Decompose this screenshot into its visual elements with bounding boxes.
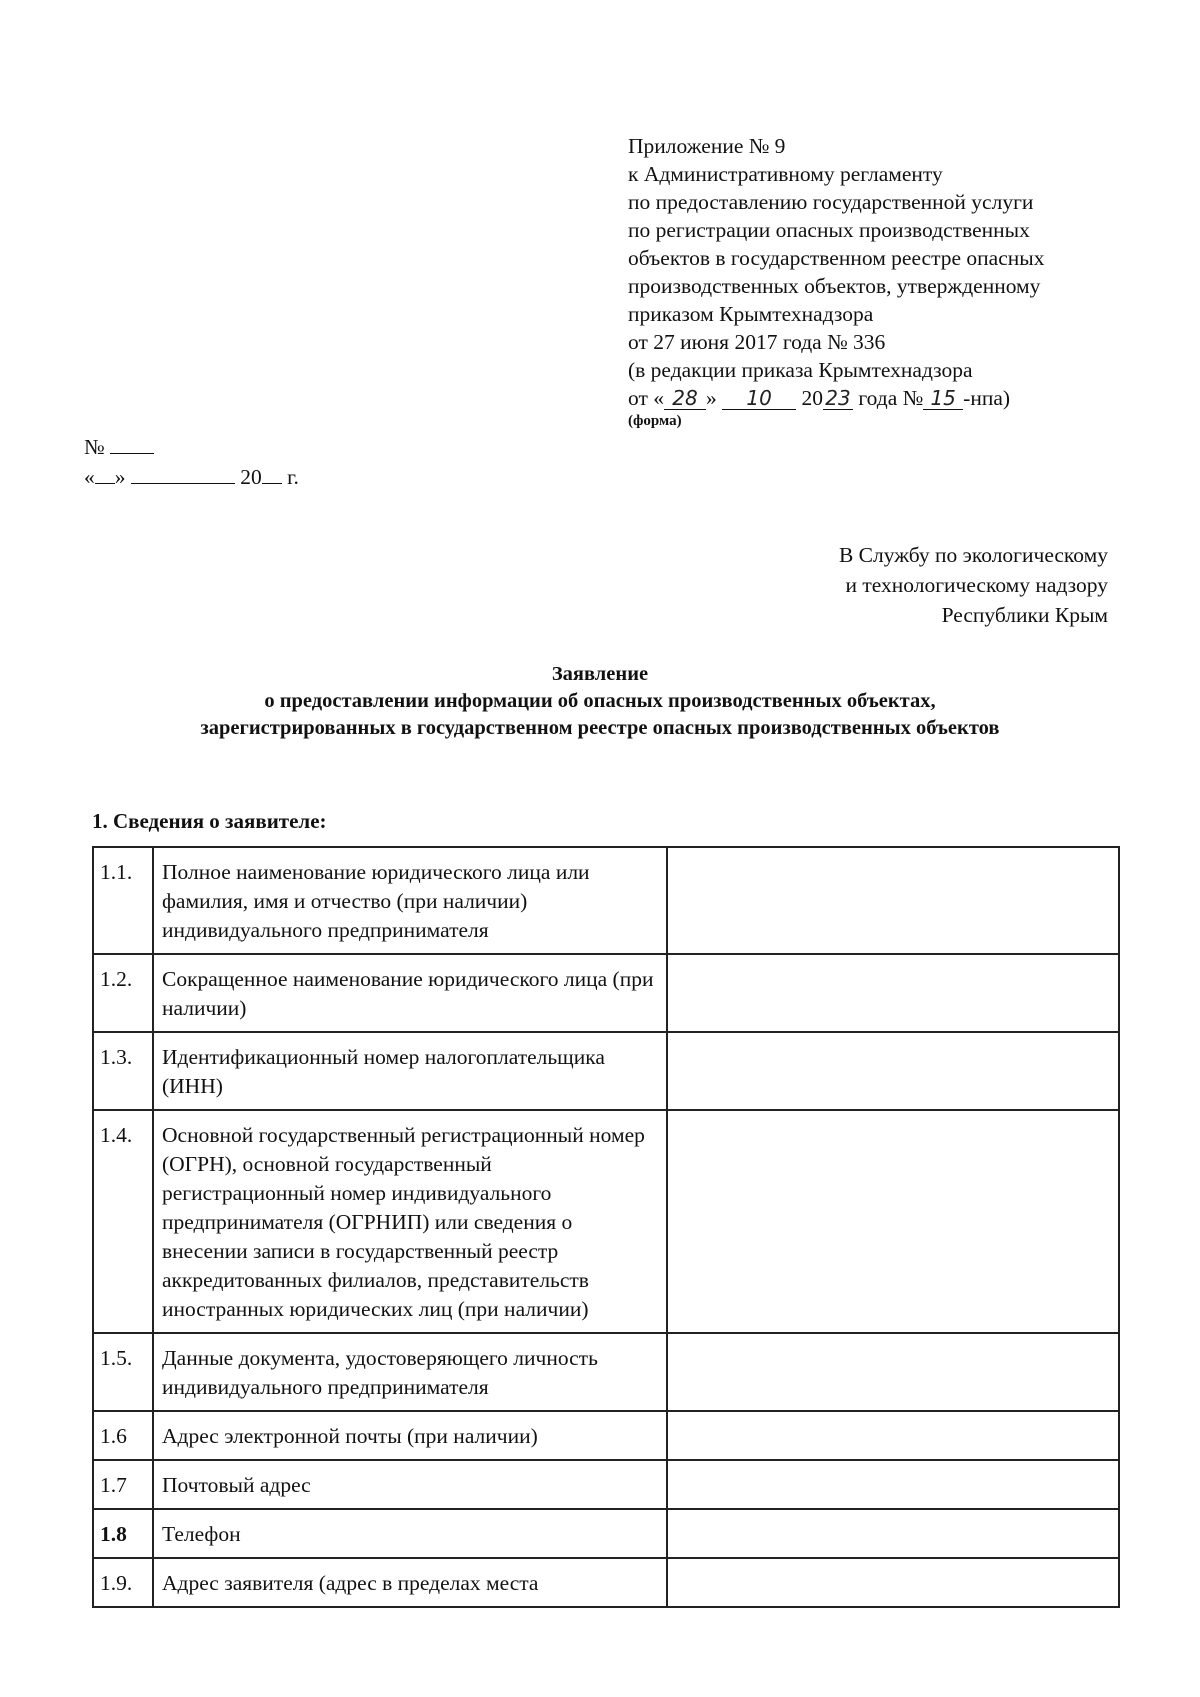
appendix-line: производственных объектов, утвержденному: [628, 274, 1041, 298]
table-row: [93, 1509, 1119, 1558]
month-blank: [131, 465, 235, 484]
row-label: Адрес заявителя (адрес в пределах места: [153, 1558, 667, 1607]
row-label: Основной государственный регистрационный номер (ОГРН), основной государственный регистрационный номер индивидуального предпринимателя (ОГРНИП) или сведения о внесении записи в государственный реестр аккредитованных филиалов, представительств иностранных юридических лиц (при наличии): [153, 1110, 667, 1333]
table-row: [93, 1460, 1119, 1509]
edition-number-handwritten: 15: [923, 387, 963, 410]
addressee-line: Республики Крым: [941, 603, 1108, 627]
row-number: 1.8: [93, 1509, 153, 1558]
appendix-line: от 27 июня 2017 года № 336: [628, 330, 886, 354]
appendix-line: по предоставлению государственной услуги: [628, 190, 1034, 214]
row-number: 1.9.: [93, 1558, 153, 1607]
table-row: [93, 1411, 1119, 1460]
registration-block: [84, 432, 299, 492]
number-label: №: [84, 435, 105, 459]
row-number: 1.2.: [93, 954, 153, 1032]
row-value-field[interactable]: [667, 1558, 1119, 1607]
row-label: Идентификационный номер налогоплательщика (ИНН): [153, 1032, 667, 1110]
title-line: зарегистрированных в государственном реестре опасных производственных объектов: [200, 717, 1000, 739]
edition-suffix: -нпа): [963, 386, 1011, 410]
edition-date-line: [628, 384, 1148, 412]
row-value-field[interactable]: [667, 1333, 1119, 1411]
appendix-line: по регистрации опасных производственных: [628, 218, 1030, 242]
table-row: [93, 1333, 1119, 1411]
document-title: [60, 661, 1140, 742]
table-row: [93, 954, 1119, 1032]
date-open-quote: «: [84, 465, 95, 489]
row-value-field[interactable]: [667, 847, 1119, 954]
row-value-field[interactable]: [667, 954, 1119, 1032]
section-heading: 1. Сведения о заявителе:: [92, 809, 327, 833]
row-number: 1.7: [93, 1460, 153, 1509]
year-suffix: г.: [287, 465, 299, 489]
table-row: [93, 1110, 1119, 1333]
table-row: [93, 1032, 1119, 1110]
row-value-field[interactable]: [667, 1110, 1119, 1333]
row-number: 1.1.: [93, 847, 153, 954]
addressee-line: В Службу по экологическому: [838, 543, 1108, 567]
edition-mid1: »: [706, 386, 717, 410]
row-value-field[interactable]: [667, 1460, 1119, 1509]
applicant-info-table: [92, 846, 1120, 1608]
appendix-line: Приложение № 9: [628, 134, 786, 158]
row-label: Почтовый адрес: [153, 1460, 667, 1509]
appendix-line: (в редакции приказа Крымтехнадзора: [628, 358, 973, 382]
number-blank: [110, 435, 154, 454]
table-row: [93, 1558, 1119, 1607]
table-row: [93, 847, 1119, 954]
row-label: Адрес электронной почты (при наличии): [153, 1411, 667, 1460]
day-blank: [95, 465, 115, 484]
row-label: Сокращенное наименование юридического лица (при наличии): [153, 954, 667, 1032]
year-prefix: 20: [240, 465, 262, 489]
addressee-line: и технологическому надзору: [845, 573, 1108, 597]
row-number: 1.3.: [93, 1032, 153, 1110]
edition-year-prefix: 20: [801, 386, 823, 410]
appendix-line: приказом Крымтехнадзора: [628, 302, 874, 326]
appendix-line: к Административному регламенту: [628, 162, 943, 186]
edition-mid2: года №: [858, 386, 924, 410]
edition-year-handwritten: 23: [823, 387, 853, 410]
row-number: 1.4.: [93, 1110, 153, 1333]
row-label: Телефон: [153, 1509, 667, 1558]
appendix-line: объектов в государственном реестре опасных: [628, 246, 1045, 270]
registration-number-line: [84, 432, 299, 462]
row-value-field[interactable]: [667, 1411, 1119, 1460]
row-value-field[interactable]: [667, 1032, 1119, 1110]
title-heading: Заявление: [551, 663, 649, 685]
row-number: 1.6: [93, 1411, 153, 1460]
title-line: о предоставлении информации об опасных производственных объектах,: [264, 690, 936, 712]
date-close-quote: »: [114, 465, 126, 489]
edition-day-handwritten: 28: [664, 387, 706, 410]
edition-month-handwritten: 10: [722, 387, 796, 410]
registration-date-line: [84, 462, 299, 492]
edition-prefix: от «: [628, 386, 664, 410]
addressee-block: [648, 540, 1108, 630]
row-label: Полное наименование юридического лица или фамилия, имя и отчество (при наличии) индивидуального предпринимателя: [153, 847, 667, 954]
row-value-field[interactable]: [667, 1509, 1119, 1558]
year-blank: [262, 465, 282, 484]
row-number: 1.5.: [93, 1333, 153, 1411]
appendix-header: [628, 132, 1148, 430]
row-label: Данные документа, удостоверяющего личность индивидуального предпринимателя: [153, 1333, 667, 1411]
form-label: (форма): [628, 413, 682, 429]
